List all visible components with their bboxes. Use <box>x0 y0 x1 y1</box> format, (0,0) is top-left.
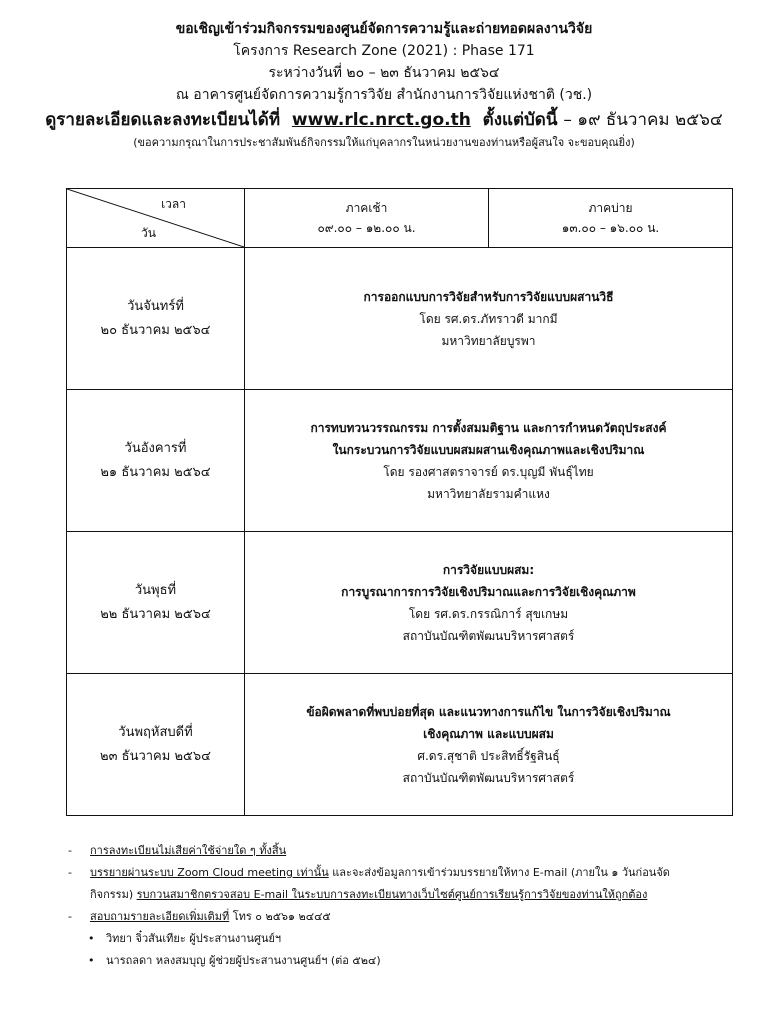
registration-link[interactable]: www.rlc.nrct.go.th <box>291 110 471 130</box>
note-contact-phone: โทร ๐ ๒๕๖๑ ๒๔๔๕ <box>232 910 331 923</box>
publicity-note: (ขอความกรุณาในการประชาสัมพันธ์กิจกรรมให้แก่บุคลากรในหน่วยงานของท่านหรือผู้สนใจ จะขอบคุณยิ่ง) <box>133 136 635 149</box>
table-row <box>67 390 733 532</box>
contact-person <box>68 928 728 950</box>
bullet-marker: • <box>88 954 95 967</box>
note-zoom <box>68 862 728 884</box>
note-zoom-underlined: บรรยายผ่านระบบ Zoom Cloud meeting เท่านั้น <box>90 866 329 879</box>
contact-name: นารถลดา หลงสมบุญ ผู้ช่วยผู้ประสานงานศูนย์ฯ (ต่อ ๕๒๔) <box>106 954 381 967</box>
session-speaker: ศ.ดร.สุชาติ ประสิทธิ์รัฐสินธุ์ <box>417 748 560 763</box>
session-title: การวิจัยแบบผสม: <box>442 562 535 577</box>
session-content <box>245 248 733 390</box>
dash-marker: - <box>68 866 72 879</box>
day-date: ๒๑ ธันวาคม ๒๕๖๔ <box>100 464 211 480</box>
contact-name: วิทยา จิ๋วสันเทียะ ผู้ประสานงานศูนย์ฯ <box>106 932 282 945</box>
table-row <box>67 674 733 816</box>
corner-day-label: วัน <box>141 226 156 240</box>
session-title-cont: เชิงคุณภาพ และแบบผสม <box>423 726 554 741</box>
day-cell <box>67 532 245 674</box>
note-check-email: รบกวนสมาชิกตรวจสอบ E-mail ในระบบการลงทะเบียนทางเว็บไซต์ศูนย์การเรียนรู้การวิจัยของท่านให้ถูกต้อง <box>136 888 648 901</box>
corner-cell <box>67 189 245 248</box>
day-cell <box>67 248 245 390</box>
day-cell <box>67 390 245 532</box>
session-title: การทบทวนวรรณกรรม การตั้งสมมติฐาน และการกำหนดวัตถุประสงค์ <box>310 420 667 435</box>
dash-marker: - <box>68 910 72 923</box>
session-affiliation: มหาวิทยาลัยบูรพา <box>441 333 536 348</box>
day-date: ๒๐ ธันวาคม ๒๕๖๔ <box>100 322 211 338</box>
day-name: วันพุธที่ <box>134 582 177 598</box>
note-contact <box>68 906 728 928</box>
registration-deadline: – ๑๙ ธันวาคม ๒๕๖๔ <box>563 110 723 130</box>
dash-marker: - <box>68 844 72 857</box>
session-title: ข้อผิดพลาดที่พบบ่อยที่สุด และแนวทางการแก้ไข ในการวิจัยเชิงปริมาณ <box>306 704 671 719</box>
session-affiliation: สถาบันบัณฑิตพัฒนบริหารศาสตร์ <box>402 770 575 785</box>
session-content <box>245 532 733 674</box>
day-name: วันจันทร์ที่ <box>127 298 184 314</box>
footer-notes <box>68 840 728 972</box>
note-text: การลงทะเบียนไม่เสียค่าใช้จ่ายใด ๆ ทั้งสิ้น <box>90 844 287 857</box>
afternoon-label: ภาคบ่าย <box>588 201 633 215</box>
afternoon-session-header <box>489 189 733 248</box>
session-title-cont: การบูรณาการการวิจัยเชิงปริมาณและการวิจัยเชิงคุณภาพ <box>341 584 636 599</box>
session-content <box>245 674 733 816</box>
afternoon-time: ๑๓.๐๐ – ๑๖.๐๐ น. <box>561 221 660 235</box>
morning-time: ๐๙.๐๐ – ๑๒.๐๐ น. <box>317 221 416 235</box>
project-name: โครงการ Research Zone (2021) : Phase 171 <box>233 43 535 59</box>
table-row <box>67 532 733 674</box>
registration-prefix: ดูรายละเอียดและลงทะเบียนได้ที่ <box>45 110 281 130</box>
morning-label: ภาคเช้า <box>345 201 388 215</box>
session-content <box>245 390 733 532</box>
session-title: การออกแบบการวิจัยสำหรับการวิจัยแบบผสานวิธี <box>363 289 614 304</box>
session-speaker: โดย รองศาสตราจารย์ ดร.บุญมี พันธุ์ไทย <box>383 464 594 479</box>
session-speaker: โดย รศ.ดร.ภัทราวดี มากมี <box>419 311 558 326</box>
session-speaker: โดย รศ.ดร.กรรณิการ์ สุขเกษม <box>408 606 569 621</box>
invitation-title: ขอเชิญเข้าร่วมกิจกรรมของศูนย์จัดการความรู้และถ่ายทอดผลงานวิจัย <box>175 21 593 37</box>
note-contact-underlined: สอบถามรายละเอียดเพิ่มเติมที่ <box>90 910 230 923</box>
note-zoom-rest: และจะส่งข้อมูลการเข้าร่วมบรรยายให้ทาง E-mail (ภายใน ๑ วันก่อนจัด <box>328 866 670 879</box>
morning-session-header <box>245 189 489 248</box>
note-free-registration <box>68 840 728 862</box>
note-zoom-continued <box>68 884 728 906</box>
registration-since: ตั้งแต่บัดนี้ <box>482 110 558 130</box>
session-title-cont: ในกระบวนการวิจัยแบบผสมผสานเชิงคุณภาพและเชิงปริมาณ <box>332 442 645 457</box>
day-name: วันอังคารที่ <box>124 440 187 456</box>
day-date: ๒๒ ธันวาคม ๒๕๖๔ <box>100 606 211 622</box>
header <box>0 18 768 152</box>
session-affiliation: มหาวิทยาลัยรามคำแหง <box>427 486 550 501</box>
note-zoom-cont: กิจกรรม) <box>90 888 134 901</box>
corner-time-label: เวลา <box>161 197 186 211</box>
registration-line <box>0 106 768 134</box>
schedule-table <box>66 188 733 816</box>
session-affiliation: สถาบันบัณฑิตพัฒนบริหารศาสตร์ <box>402 628 575 643</box>
day-date: ๒๓ ธันวาคม ๒๕๖๔ <box>100 748 211 764</box>
day-name: วันพฤหัสบดีที่ <box>118 724 193 740</box>
event-venue: ณ อาคารศูนย์จัดการความรู้การวิจัย สำนักงานการวิจัยแห่งชาติ (วช.) <box>175 87 593 103</box>
table-row <box>67 248 733 390</box>
event-dates: ระหว่างวันที่ ๒๐ – ๒๓ ธันวาคม ๒๕๖๔ <box>268 65 500 81</box>
table-header-row <box>67 189 733 248</box>
bullet-marker: • <box>88 932 95 945</box>
day-cell <box>67 674 245 816</box>
contact-person <box>68 950 728 972</box>
